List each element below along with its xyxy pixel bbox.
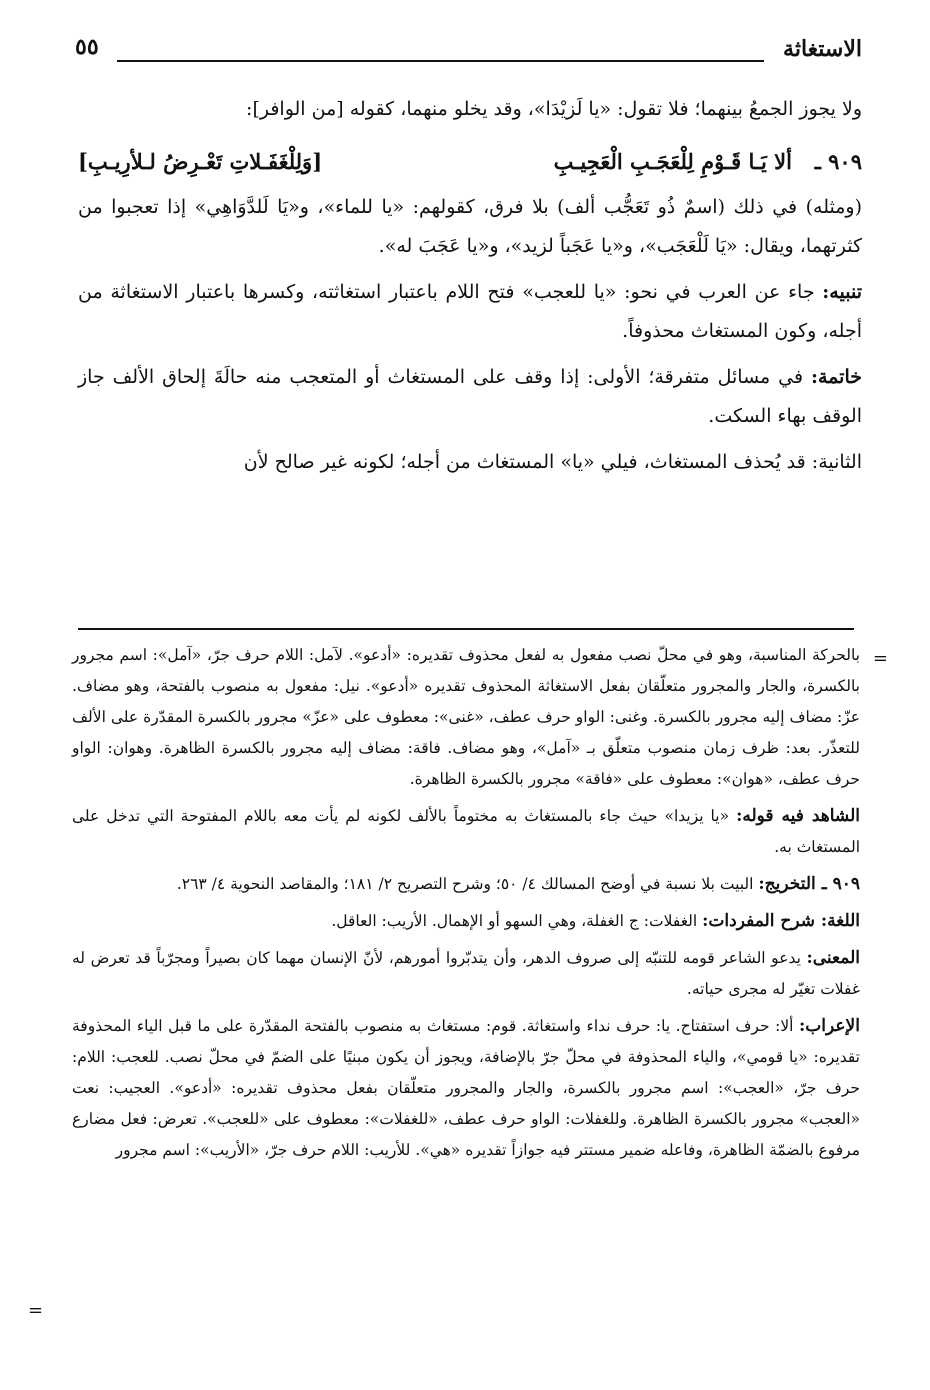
header-rule bbox=[117, 60, 764, 62]
tanbih-label: تنبيه: bbox=[822, 281, 862, 303]
footnote-lugha bbox=[72, 906, 860, 937]
tanbih-paragraph bbox=[78, 273, 862, 351]
irab-text: ألا: حرف استفتاح. يا: حرف نداء واستغاثة. قوم: مستغاث به منصوب بالفتحة المقدّرة على ما قبل الياء المحذوفة تقديره: «يا قومي»، والياء المحذوفة في محلّ جرّ بالإضافة، ويجوز أن يكون مبنيًا على الضمّ في محلّ نصب. للعجب: اللام: حرف جرّ، «العجب»: اسم مجرور بالكسرة، والجار والمجرور متعلّقان بفعل محذوف تقديره: «أدعو». العجيب: نعت «العجب» مجرور بالكسرة الظاهرة. وللغفلات: الواو حرف عطف، «للغفلات»: معطوف على «للعجب». تعرض: فعل مضارع مرفوع بالضمّة الظاهرة، وفاعله ضمير مستتر فيه جوازاً تقديره «هي». للأريب: اللام حرف جرّ، «الأريب»: اسم مجرور bbox=[72, 1017, 860, 1159]
footnote-paragraph: بالحركة المناسبة، وهو في محلّ نصب مفعول به لفعل محذوف تقديره: «أدعو». لآمل: اللام حرف جرّ، «آمل»: اسم مجرور بالكسرة، والجار والمجرور متعلّقان بفعل الاستغاثة المحذوف تقديره «أدعو». نيل: مفعول به منصوب بالفتحة، وهو مضاف. عزّ: مضاف إليه مجرور بالكسرة. وغنى: الواو حرف عطف، «غنى»: معطوف على «عزّ» مجرور بالكسرة المقدّرة على الألف للتعذّر. بعد: ظرف زمان منصوب متعلّق بـ «آمل»، وهو مضاف. فاقة: مضاف إليه مجرور بالكسرة الظاهرة. وهوان: الواو حرف عطف، «هوان»: معطوف على «فاقة» مجرور بالكسرة الظاهرة. bbox=[72, 646, 860, 788]
shahid-text: «يا يزيدا» حيث جاء بالمستغاث به مختوماً بالألف لكونه لم يأت معه باللام المفتوحة التي تدخل على المستغاث به. bbox=[72, 807, 860, 856]
mana-label: المعنى: bbox=[806, 948, 860, 968]
verse-number: ٩٠٩ ـ bbox=[814, 149, 862, 174]
footnote-mana bbox=[72, 943, 860, 1005]
footnote-irab bbox=[72, 1011, 860, 1166]
lugha-text: الغفلات: ج الغفلة، وهي السهو أو الإهمال. الأريب: العاقل. bbox=[331, 912, 698, 930]
shahid-label: الشاهد فيه قوله: bbox=[736, 806, 860, 826]
page-number: ٥٥ bbox=[75, 34, 99, 60]
verse-second-hemistich: [وَلِلْغَفَـلاتِ تَعْـرِضُ لـلأرِيـبِ] bbox=[78, 149, 323, 174]
running-header bbox=[75, 30, 862, 70]
continuation-mark: = bbox=[872, 648, 888, 669]
chapter-title: الاستغاثة bbox=[783, 36, 862, 62]
takhrij-text: البيت بلا نسبة في أوضح المسالك ٤/ ٥٠؛ وشرح التصريح ٢/ ١٨١؛ والمقاصد النحوية ٤/ ٢٦٣. bbox=[176, 875, 754, 893]
verse-line bbox=[78, 136, 862, 184]
footnotes bbox=[72, 640, 860, 1172]
footnote-separator bbox=[78, 628, 854, 630]
footnote-takhrij bbox=[72, 869, 860, 900]
khatima-paragraph bbox=[78, 358, 862, 436]
verse-first-hemistich: ألا يَـا قَـوْمِ لِلْعَجَـبِ الْعَجِيـبِ bbox=[553, 149, 792, 174]
irab-label: الإعراب: bbox=[799, 1016, 860, 1036]
thaniya-text: قد يُحذف المستغاث، فيلي «يا» المستغاث من أجله؛ لكونه غير صالح لأن bbox=[243, 451, 806, 473]
takhrij-label: ٩٠٩ ـ التخريج: bbox=[758, 874, 860, 894]
footnote-shahid bbox=[72, 801, 860, 863]
tanbih-text: جاء عن العرب في نحو: «يا للعجب» فتح اللام باعتبار استغاثته، وكسرها باعتبار الاستغاثة من أجله، وكون المستغاث محذوفاً. bbox=[78, 281, 862, 342]
end-continuation-mark: = bbox=[28, 1300, 44, 1321]
thaniya-paragraph bbox=[78, 443, 862, 482]
mana-text: يدعو الشاعر قومه للتنبّه إلى صروف الدهر، وأن يتدبّروا أمورهم، لأنّ الإنسان مهما كان بصيراً ومجرّباً قد تعرض له غفلات تغيّر له مجرى حياته. bbox=[72, 949, 860, 998]
main-paragraph: (ومثله) في ذلك (اسمٌ ذُو تَعَجُّب ألف) بلا فرق، كقولهم: «يا للماء»، و«يَا لَلدَّوَاهِي» إذا تعجبوا من كثرتهما، ويقال: «يَا لَلْعَجَب»، و«يا عَجَباً لزيد»، و«يا عَجَبَ له». bbox=[78, 196, 862, 257]
main-text bbox=[78, 90, 862, 489]
thaniya-label: الثانية: bbox=[811, 451, 862, 473]
khatima-text: في مسائل متفرقة؛ الأولى: إذا وقف على المستغاث أو المتعجب منه حالَةَ إلحاق الألف جاز الوقف بهاء السكت. bbox=[78, 366, 862, 427]
khatima-label: خاتمة: bbox=[810, 366, 862, 388]
main-paragraph: ولا يجوز الجمعُ بينهما؛ فلا تقول: «يا لَزيْدَا»، وقد يخلو منهما، كقوله [من الوافر]: bbox=[246, 98, 862, 120]
lugha-label: اللغة: شرح المفردات: bbox=[702, 911, 860, 931]
